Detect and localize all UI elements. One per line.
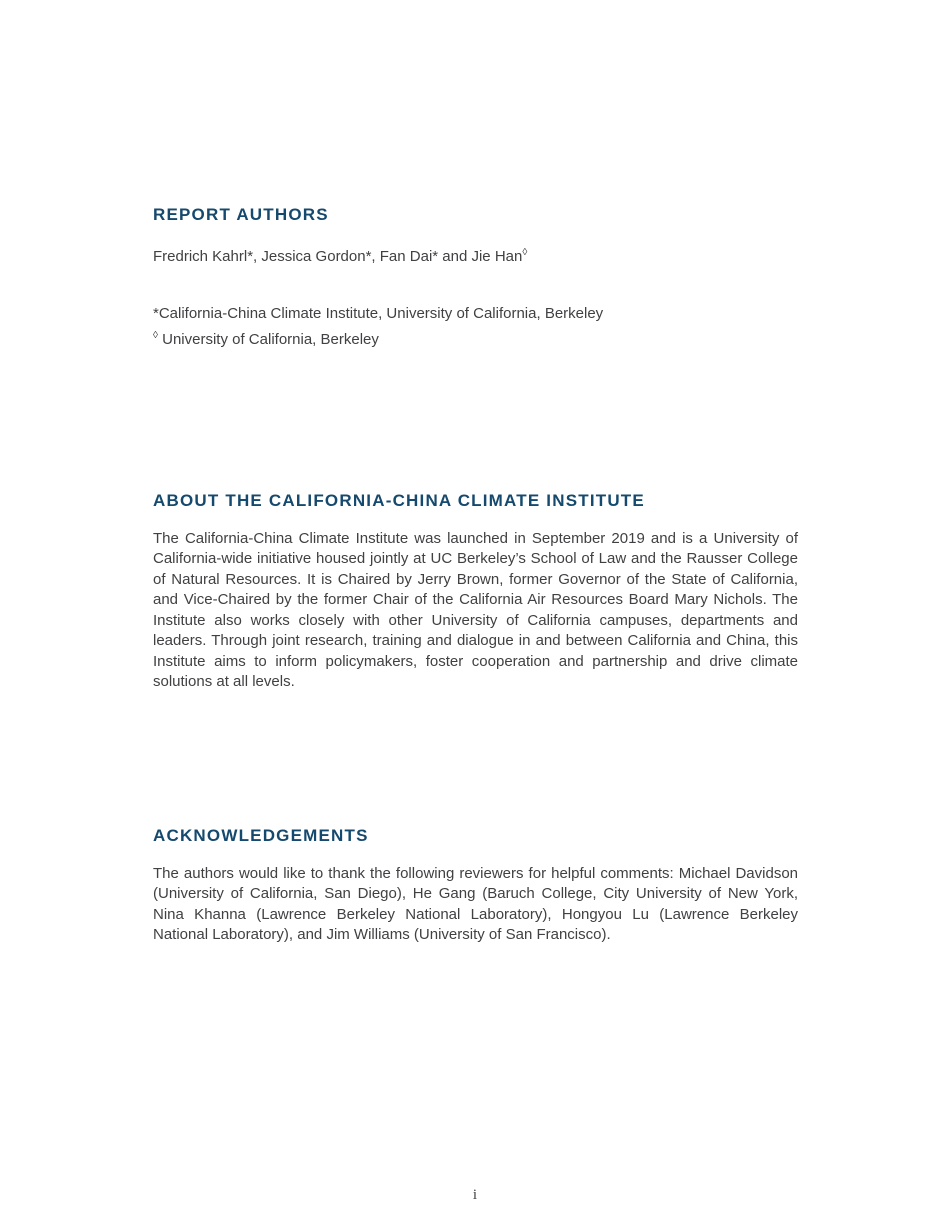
page-number: i: [472, 1187, 478, 1203]
author-diamond-superscript: ◊: [522, 247, 528, 258]
authors-line: [153, 247, 798, 268]
affiliation-star: *California-China Climate Institute, University of California, Berkeley: [153, 304, 604, 322]
report-authors-heading: REPORT AUTHORS: [153, 205, 329, 224]
about-institute-heading: ABOUT THE CALIFORNIA-CHINA CLIMATE INSTITUTE: [153, 490, 645, 510]
page-content: [153, 0, 798, 946]
affiliation-diamond-text: University of California, Berkeley: [157, 331, 379, 348]
authors-names: Fredrich Kahrl*, Jessica Gordon*, Fan Dai* and Jie Han: [153, 248, 523, 265]
about-institute-paragraph: The California-China Climate Institute was launched in September 2019 and is a University of California-wide initiative housed jointly at UC Berkeley’s School of Law and the Rausser College of Natural Resources. It is Chaired by Jerry Brown, former Governor of the State of California, and Vice-Chaired by the former Chair of the California Air Resources Board Mary Nichols. The Institute also works closely with other University of California campuses, departments and leaders. Through joint research, training and dialogue in and between California and China, this Institute aims to inform policymakers, foster cooperation and partnership and drive climate solutions at all levels.: [153, 529, 798, 690]
affiliation-diamond-marker: ◊: [153, 330, 158, 341]
acknowledgements-paragraph: The authors would like to thank the following reviewers for helpful comments: Michael Davidson (University of California, San Diego), He Gang (Baruch College, City University of New York, Nina Khanna (Lawrence Berkeley National Laboratory), Hongyou Lu (Lawrence Berkeley National Laboratory), and Jim Williams (University of San Francisco).: [153, 864, 798, 943]
affiliation-diamond: [153, 330, 798, 351]
acknowledgements-heading: ACKNOWLEDGEMENTS: [153, 825, 369, 845]
